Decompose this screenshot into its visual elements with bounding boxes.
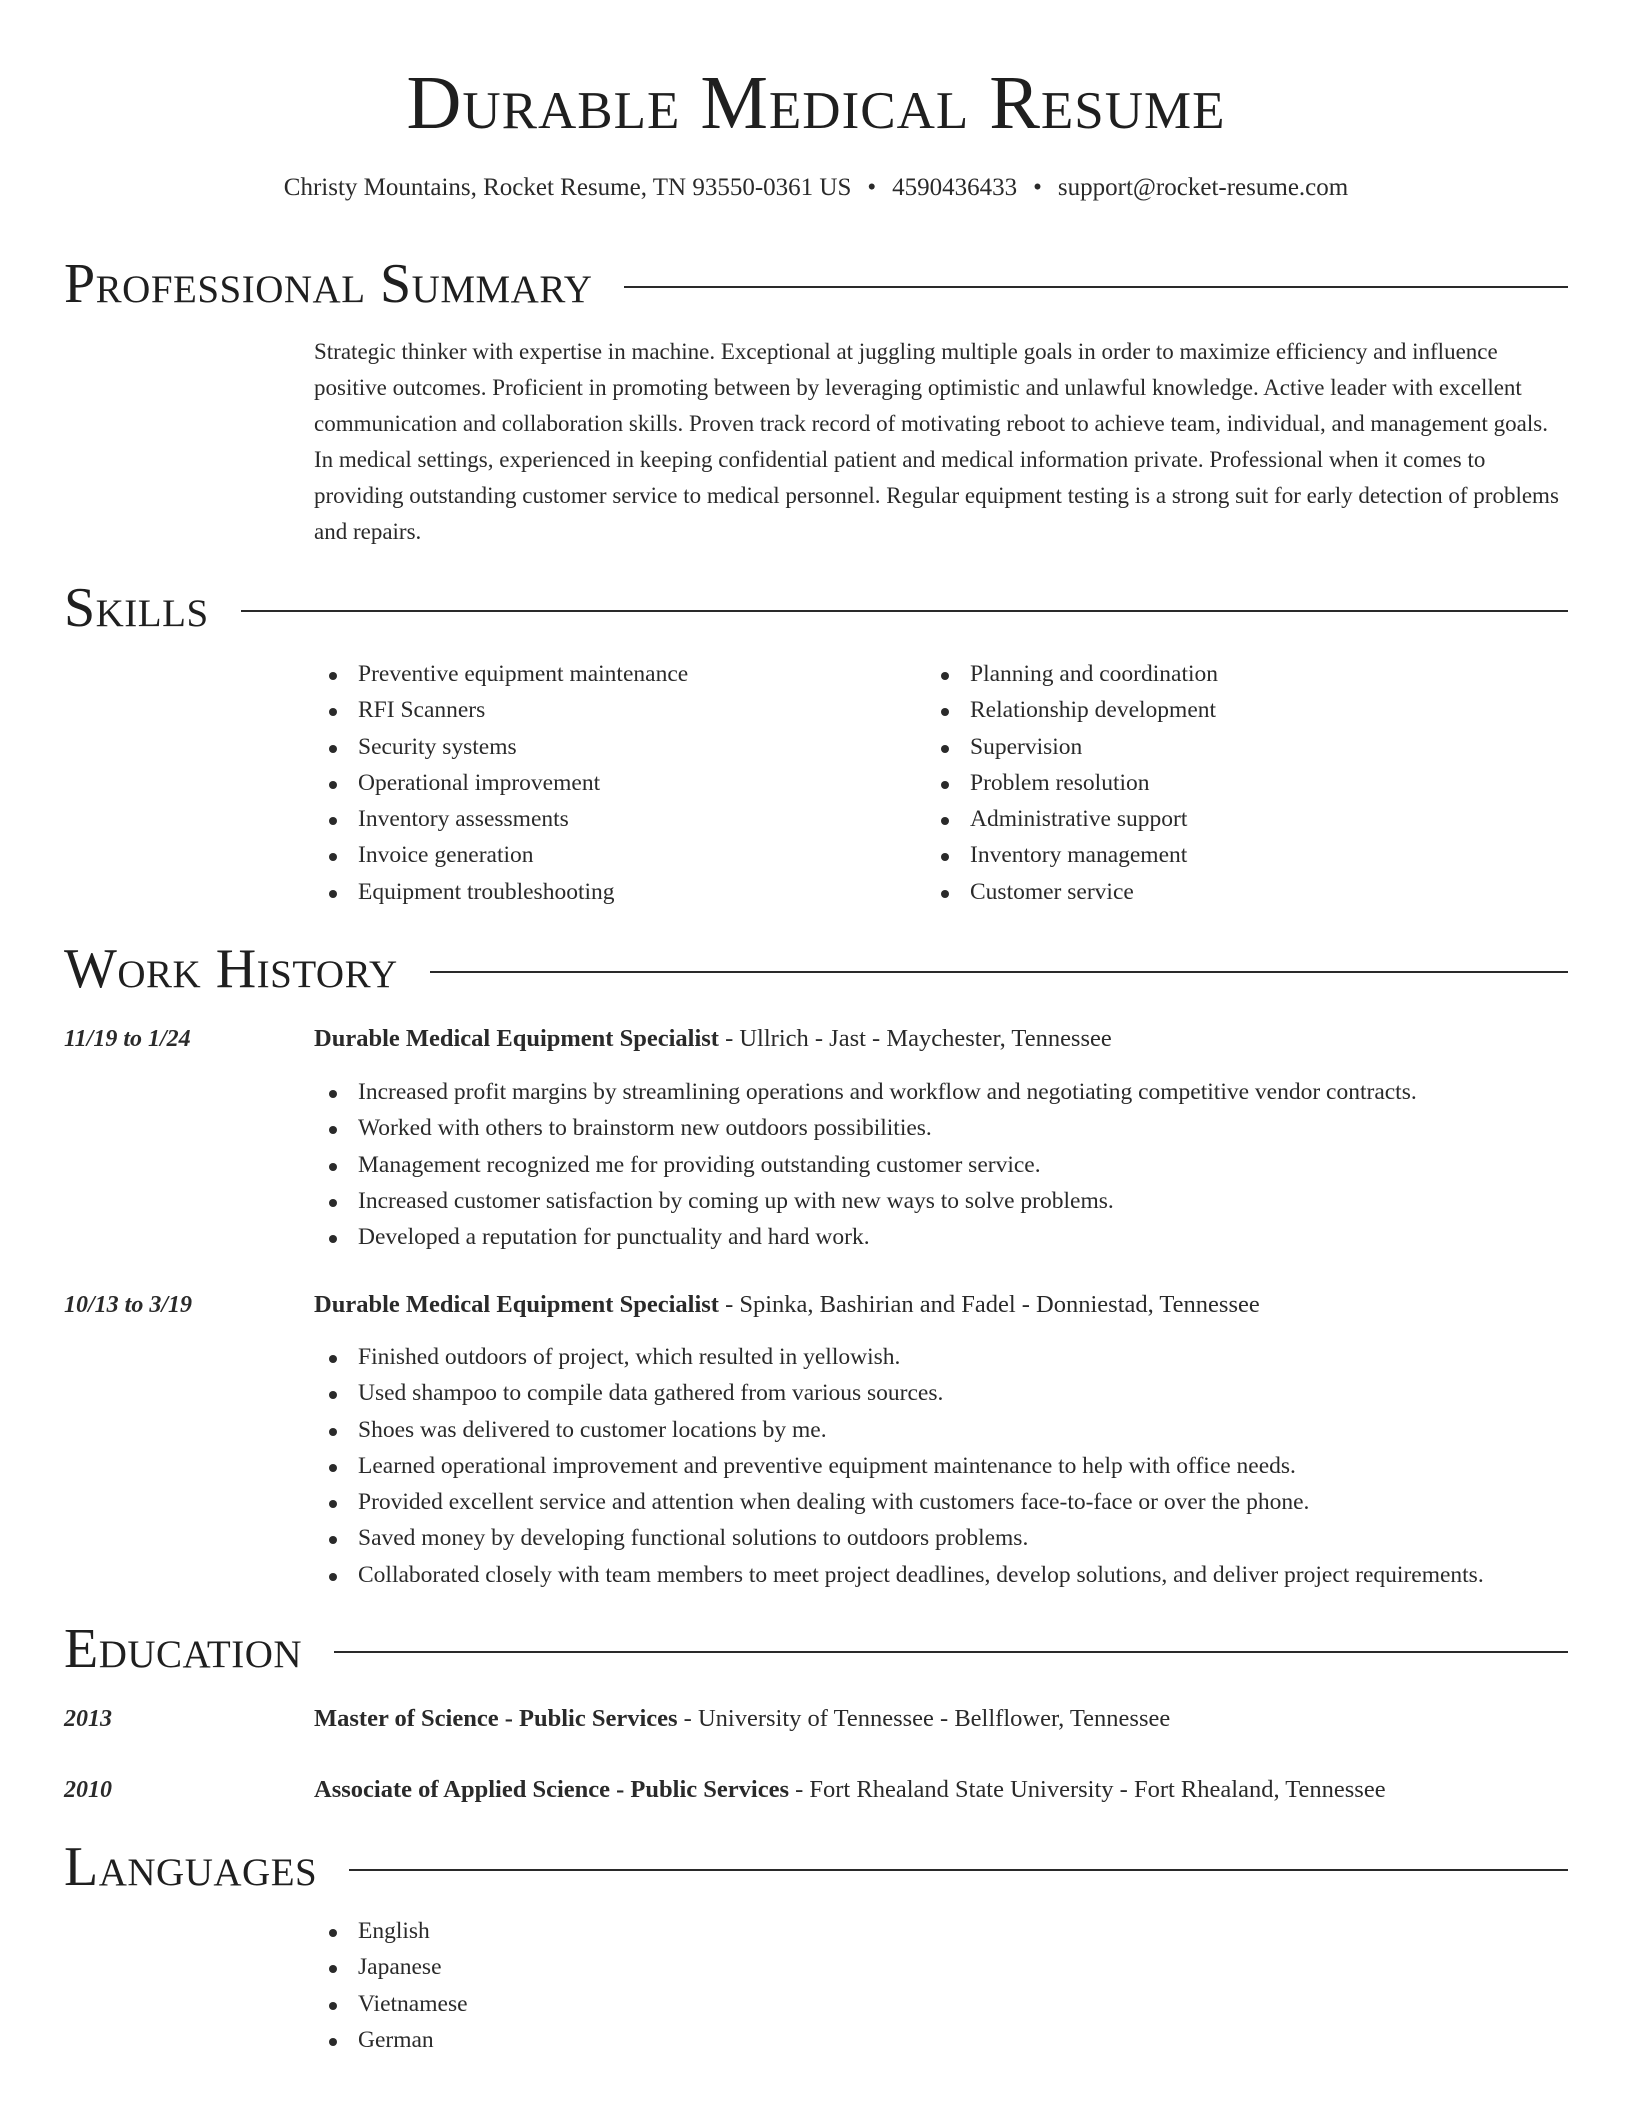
job-heading xyxy=(314,1022,1112,1056)
skill-item: Inventory assessments xyxy=(314,801,688,837)
language-item: German xyxy=(314,2022,468,2058)
job-dates: 11/19 to 1/24 xyxy=(64,1026,191,1052)
skill-item: Inventory management xyxy=(926,837,1218,873)
education-degree: Master of Science - Public Services xyxy=(314,1705,678,1732)
contact-line xyxy=(0,172,1632,204)
job-bullet: Saved money by developing functional solutions to outdoors problems. xyxy=(314,1520,1484,1556)
contact-phone: 4590436433 xyxy=(892,174,1018,201)
job-bullet: Provided excellent service and attention when dealing with customers face-to-face or over the phone. xyxy=(314,1484,1484,1520)
skill-item: Equipment troubleshooting xyxy=(314,874,688,910)
job-title: Durable Medical Equipment Specialist xyxy=(314,1025,719,1052)
section-heading-summary: Professional Summary xyxy=(64,253,593,315)
job-bullet: Management recognized me for providing outstanding customer service. xyxy=(314,1147,1417,1183)
skill-item: Relationship development xyxy=(926,692,1218,728)
contact-email: support@rocket-resume.com xyxy=(1057,174,1349,201)
education-entry xyxy=(314,1702,1170,1736)
skills-list-right xyxy=(926,656,1218,910)
job-details: - Spinka, Bashirian and Fadel - Donniestad, Tennessee xyxy=(718,1291,1260,1318)
section-divider xyxy=(349,1869,1568,1871)
education-section-header xyxy=(64,1617,1568,1681)
education-details: - University of Tennessee - Bellflower, Tennessee xyxy=(677,1705,1171,1732)
education-year: 2010 xyxy=(64,1777,112,1803)
section-heading-education: Education xyxy=(64,1618,303,1680)
job-bullet: Developed a reputation for punctuality and hard work. xyxy=(314,1219,1417,1255)
section-divider xyxy=(624,286,1568,288)
skill-item: Operational improvement xyxy=(314,765,688,801)
job-bullets xyxy=(314,1074,1417,1255)
education-year: 2013 xyxy=(64,1706,112,1732)
contact-address: Christy Mountains, Rocket Resume, TN 93550-0361 US xyxy=(283,174,852,201)
section-divider xyxy=(334,1651,1568,1653)
contact-separator: • xyxy=(1033,174,1042,201)
section-heading-work: Work History xyxy=(64,938,398,1000)
job-title: Durable Medical Equipment Specialist xyxy=(314,1291,719,1318)
resume-title: Durable Medical Resume xyxy=(406,61,1226,145)
language-item: Japanese xyxy=(314,1949,468,1985)
education-entry xyxy=(314,1773,1386,1807)
job-bullet: Learned operational improvement and preventive equipment maintenance to help with office needs. xyxy=(314,1448,1484,1484)
summary-section-header xyxy=(64,252,1568,316)
job-dates: 10/13 to 3/19 xyxy=(64,1292,193,1318)
skill-item: Supervision xyxy=(926,729,1218,765)
languages-section-header xyxy=(64,1835,1568,1899)
skill-item: Problem resolution xyxy=(926,765,1218,801)
job-bullet: Increased profit margins by streamlining operations and workflow and negotiating competitive vendor contracts. xyxy=(314,1074,1417,1110)
skills-list-left xyxy=(314,656,688,910)
job-bullet: Collaborated closely with team members to meet project deadlines, develop solutions, and deliver project requirements. xyxy=(314,1557,1484,1593)
job-bullet: Shoes was delivered to customer locations by me. xyxy=(314,1412,1484,1448)
job-bullet: Worked with others to brainstorm new outdoors possibilities. xyxy=(314,1110,1417,1146)
skill-item: Security systems xyxy=(314,729,688,765)
section-divider xyxy=(430,971,1568,973)
job-details: - Ullrich - Jast - Maychester, Tennessee xyxy=(718,1025,1112,1052)
skill-item: Administrative support xyxy=(926,801,1218,837)
job-bullet: Increased customer satisfaction by coming up with new ways to solve problems. xyxy=(314,1183,1417,1219)
section-divider xyxy=(241,610,1568,612)
skill-item: Preventive equipment maintenance xyxy=(314,656,688,692)
job-heading xyxy=(314,1288,1260,1322)
contact-separator: • xyxy=(867,174,877,201)
summary-text: Strategic thinker with expertise in machine. Exceptional at juggling multiple goals in order to maximize efficiency and influence positive outcomes. Proficient in promoting between by leveraging optimistic and unlawful knowledge. Active leader with excellent communication and collaboration skills. Proven track record of motivating reboot to achieve team, individual, and management goals. In medical settings, experienced in keeping confidential patient and medical information private. Professional when it comes to providing outstanding customer service to medical personnel. Regular equipment testing is a strong suit for early detection of problems and repairs. xyxy=(314,339,1559,544)
job-bullet: Used shampoo to compile data gathered from various sources. xyxy=(314,1375,1484,1411)
skills-section-header xyxy=(64,576,1568,640)
languages-list xyxy=(314,1913,468,2058)
job-bullet: Finished outdoors of project, which resulted in yellowish. xyxy=(314,1339,1484,1375)
section-heading-languages: Languages xyxy=(64,1836,318,1898)
skill-item: RFI Scanners xyxy=(314,692,688,728)
language-item: Vietnamese xyxy=(314,1986,468,2022)
section-heading-skills: Skills xyxy=(64,577,209,639)
education-degree: Associate of Applied Science - Public Services xyxy=(314,1776,789,1803)
education-details: - Fort Rhealand State University - Fort Rhealand, Tennessee xyxy=(788,1776,1386,1803)
work-section-header xyxy=(64,937,1568,1001)
job-bullets xyxy=(314,1339,1484,1593)
language-item: English xyxy=(314,1913,468,1949)
skill-item: Planning and coordination xyxy=(926,656,1218,692)
skill-item: Customer service xyxy=(926,874,1218,910)
skill-item: Invoice generation xyxy=(314,837,688,873)
